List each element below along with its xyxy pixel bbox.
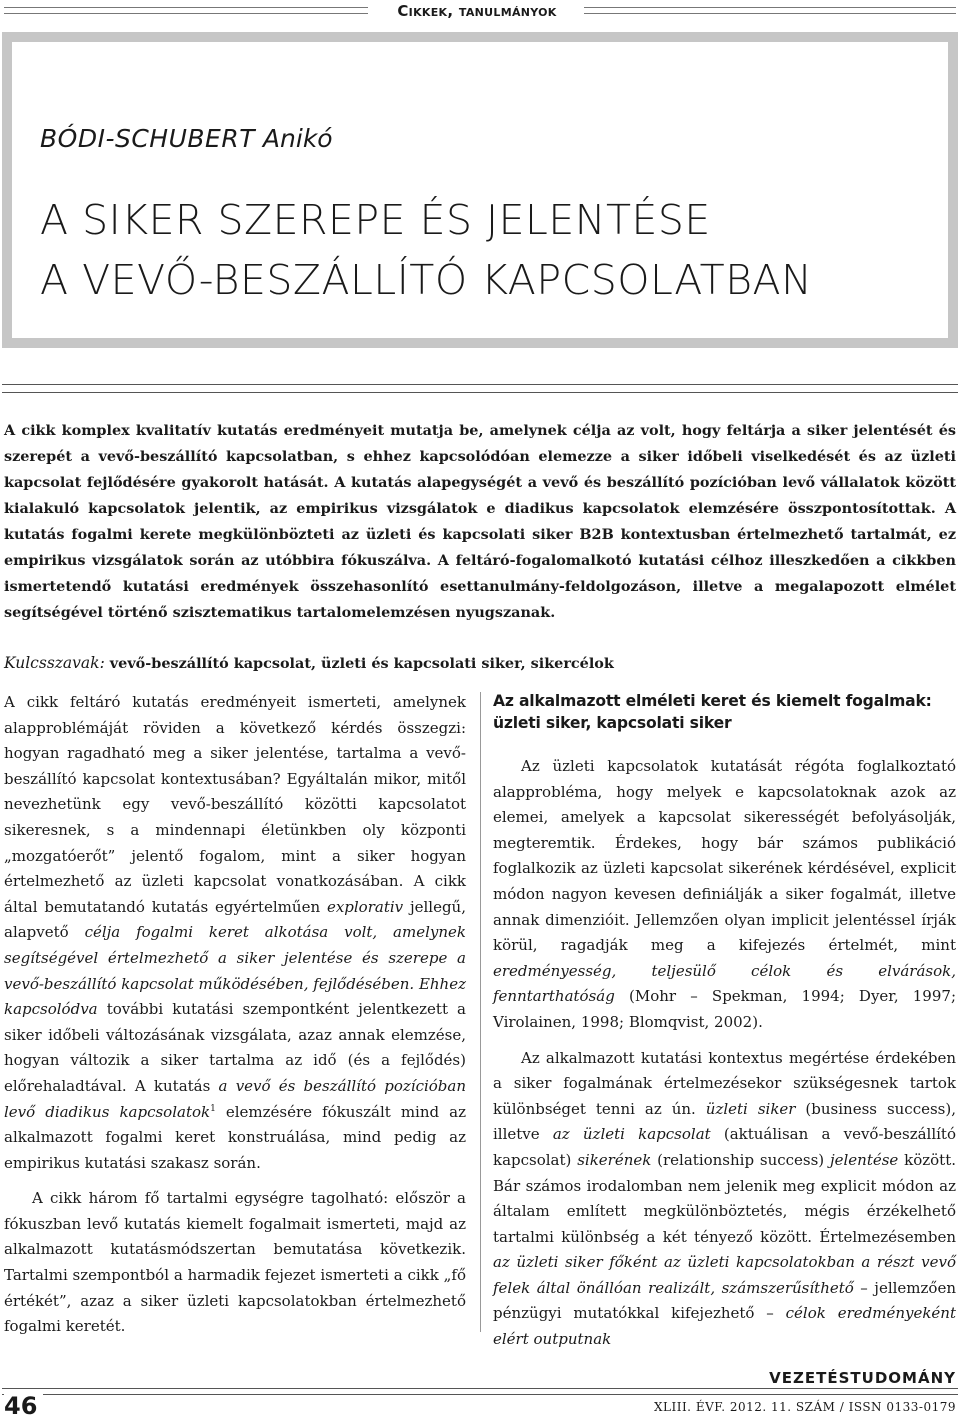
italic-run: explorativ — [326, 897, 404, 916]
header-rule-right — [584, 7, 956, 14]
page-number: 46 — [4, 1392, 43, 1420]
title-box — [2, 32, 958, 348]
text-run: Az alkalmazott kutatási kontextus megértése érdekében a siker fogalmának értelmezésekor szükségesnek tartok különbséget tenni az ún. — [493, 1048, 956, 1118]
title-line-1: A SIKER SZEREPE ÉS JELENTÉSE — [40, 196, 711, 244]
footer-rule — [2, 1388, 958, 1395]
text-run: (Mohr – Spekman, 1994; Dyer, 1997; Virolainen, 1998; Blomqvist, 2002). — [493, 987, 956, 1031]
header-rule-left — [4, 7, 368, 14]
text-run: további kutatási szempontként jelentkezett a siker időbeli változásának vizsgálata, azaz annak elemzése, hogyan változik a siker tartalma az idő (és a fejlődés) előrehaladtával. A kutatás — [4, 1000, 466, 1095]
text-run: Az üzleti kapcsolatok kutatását régóta foglalkoztató alapprobléma, hogy melyek e kapcsolatoknak azok az elemei, amelyek a kapcsolat sikerességét befolyásolják, megteremtik. Érdekes, hogy bár számos publikáció foglalkozik az üzleti kapcsolat sikerének kérdésével, explicit módon nagyon kevesen definiálják a siker fogalmát, illetve annak dimenzióit. Jellemzően olyan implicit jelentéssel írják körül, ragadják meg a kifejezés értelmét, mint — [493, 757, 956, 955]
italic-run: üzleti siker — [705, 1099, 796, 1118]
right-column — [493, 690, 956, 1353]
italic-run: célja fogalmi keret alkotása volt, amelynek segítségével értelmezhető a siker jelentése és szerepe a vevő-beszállító kapcsolat működésében, fejlődésében. Ehhez kapcsolódva — [4, 923, 467, 1019]
author-given-name: Anikó — [254, 124, 333, 153]
section-heading-line-2: üzleti siker, kapcsolati siker — [493, 714, 732, 732]
text-run: jellegű, alapvető — [4, 897, 466, 942]
text-run: között. Bár számos irodalomban nem jelenik meg explicit módon az általam említett megkülönböztetés, mégis érzékelhető tartalmi különbség a két tényező között. Értelmezésemben — [493, 1150, 956, 1246]
section-header — [0, 0, 960, 24]
italic-run: az üzleti kapcsolat — [552, 1125, 711, 1144]
abstract: A cikk komplex kvalitatív kutatás eredményeit mutatja be, amelynek célja az volt, hogy feltárja a siker jelentését és szerepét a vevő-beszállító kapcsolatban, s ehhez kapcsolódóan elemezze a siker időbeli viselkedését és az üzleti kapcsolat fejlődésére gyakorolt hatását. A kutatás alapegységét a vevő és beszállító pozícióban levő vállalatok között kialakuló kapcsolatok jelentik, az empirikus vizsgálatok e diadikus kapcsolatok elemzésére összpontosítottak. A kutatás fogalmi kerete megkülönbözteti az üzleti és kapcsolati siker B2B kontextusban értelmezhető tartalmát, ez empirikus vizsgálatok során az utóbbira fókuszálva. A feltáró-fogalomalkotó kutatási célhoz illeszkedően a cikkben ismertetendő kutatási eredmények összehasonlító esettanulmány-feldolgozáson, illetve a megalapozott elmélet segítségével történő szisztematikus tartalomelemzésen nyugszanak. — [4, 422, 956, 621]
title-panel — [12, 42, 948, 338]
footnote-ref[interactable]: 1 — [210, 1103, 216, 1114]
section-heading — [493, 690, 956, 734]
text-run: A cikk feltáró kutatás eredményeit ismerteti, amelynek alapproblémáját röviden a következő kérdés összegzi: hogyan ragadható meg a siker jelentése, tartalma a vevő-beszállító kapcsolat kontextusában? Egyáltalán mikor, mitől nevezhetünk egy vevő-beszállító közötti kapcsolatot sikeresnek, s a mindennapi életünkben oly központi „mozgatóerőt” jelentő fogalom, mint a siker hogyan értelmezhető az üzleti kapcsolat vonatkozásában. A cikk által bemutatandó kutatás egyértelműen — [4, 693, 466, 916]
column-divider — [480, 692, 481, 1332]
issue-info: XLIII. ÉVF. 2012. 11. SZÁM / ISSN 0133-0179 — [653, 1400, 956, 1414]
italic-run: jelentése — [829, 1150, 899, 1169]
text-run: elemzésére fókuszált mind az alkalmazott fogalmi keret konstruálása, mind pedig az empirikus kutatási szakasz során. — [4, 1102, 466, 1172]
section-label: Cikkek, tanulmányok — [397, 2, 557, 20]
italic-run: eredményesség, teljesülő célok és elvárások, fenntarthatóság — [493, 961, 956, 1006]
italic-run: célok eredményeként elért outputnak — [493, 1304, 956, 1349]
left-paragraph-1 — [4, 690, 466, 1176]
journal-name: VEZETÉSTUDOMÁNY — [763, 1369, 956, 1387]
abstract-divider — [2, 384, 958, 393]
text-run: (aktuálisan a vevő-beszállító kapcsolat) — [493, 1125, 956, 1169]
author-surname: BÓDI-SCHUBERT — [40, 124, 255, 153]
italic-run: sikerének — [577, 1150, 652, 1169]
title-line-2: A VEVŐ-BESZÁLLÍTÓ KAPCSOLATBAN — [40, 256, 813, 304]
text-run: (business success), illetve — [493, 1099, 956, 1144]
right-paragraph-1 — [493, 754, 956, 1036]
text-run: – jellemzően pénzügyi mutatókkal kifejezhető – — [493, 1278, 956, 1323]
article-title — [40, 190, 812, 310]
left-paragraph-2: A cikk három fő tartalmi egységre tagolható: először a fókuszban levő kutatás kiemelt fogalmait ismerteti, majd az alkalmazott kutatásmódszertan bemutatása következik. Tartalmi szempontból a harmadik fejezet ismerteti a cikk „fő értékét”, azaz a siker üzleti kapcsolatokban értelmezhető fogalmi keretét. — [4, 1189, 466, 1336]
left-column — [4, 690, 466, 1340]
keywords — [4, 650, 956, 677]
text-run: (relationship success) — [651, 1150, 830, 1169]
italic-run: az üzleti siker főként az üzleti kapcsolatokban a részt vevő felek által önállóan realizált, számszerűsíthető — [493, 1253, 956, 1297]
italic-run: a vevő és beszállító pozícióban levő diadikus kapcsolatok — [4, 1076, 467, 1121]
author-name — [40, 124, 333, 153]
section-heading-line-1: Az alkalmazott elméleti keret és kiemelt fogalmak: — [493, 692, 932, 710]
right-paragraph-2 — [493, 1046, 956, 1353]
keywords-label: Kulcsszavak: — [4, 654, 105, 672]
keywords-values: vevő-beszállító kapcsolat, üzleti és kapcsolati siker, sikercélok — [104, 655, 614, 672]
